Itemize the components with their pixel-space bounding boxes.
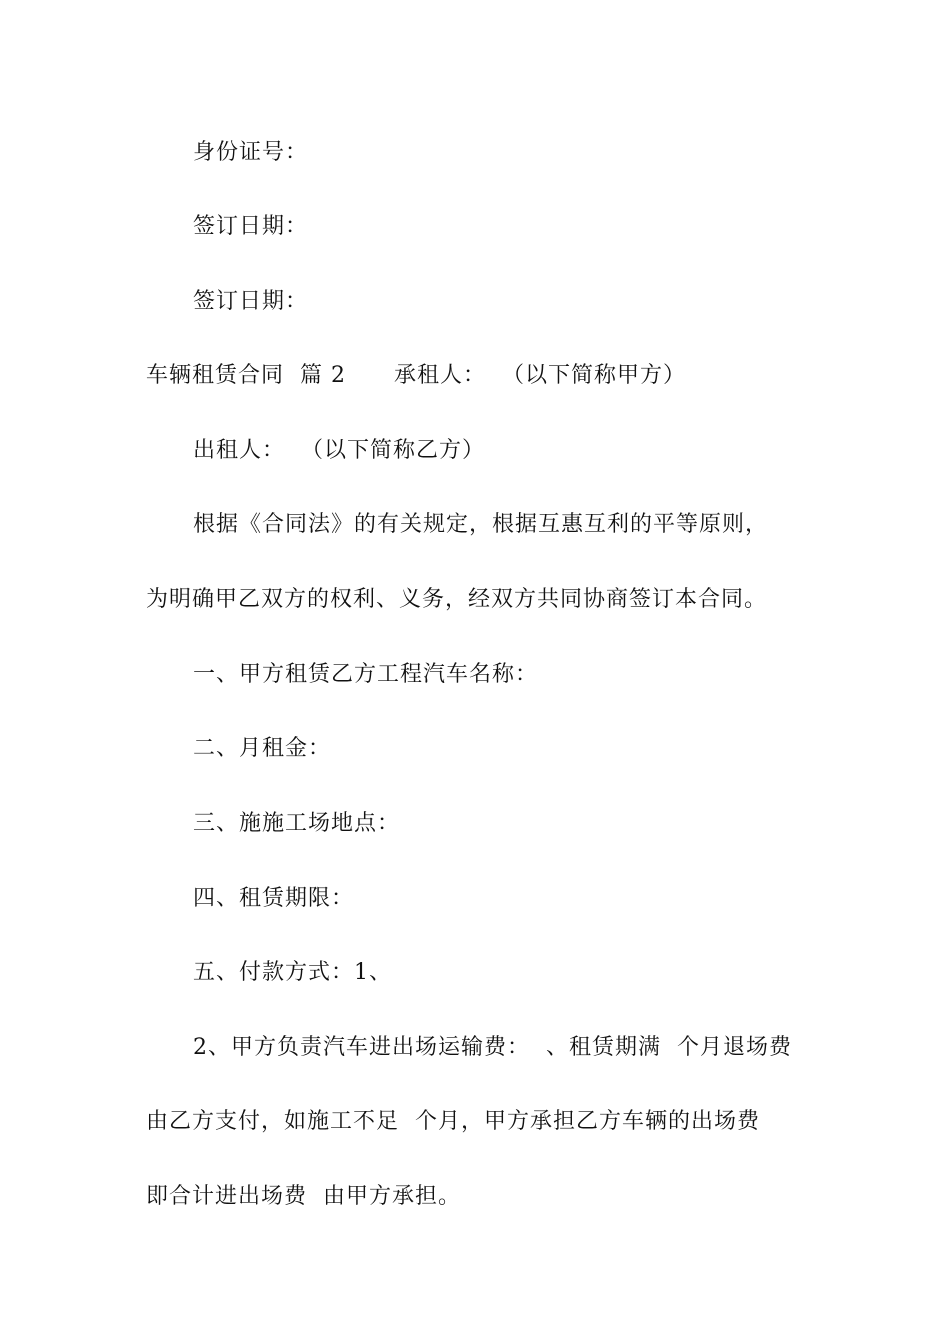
lessee-label: 承租人： （以下简称甲方） bbox=[393, 363, 686, 388]
sign-date-label-1: 签订日期： bbox=[193, 214, 309, 239]
intro-paragraph-line-2: 为明确甲乙双方的权利、义务，经双方共同协商签订本合同。 bbox=[146, 587, 768, 612]
id-number-label: 身份证号： bbox=[193, 140, 309, 165]
payment-paragraph-line-1: 2、甲方负责汽车进出场运输费： 、租赁期满 个月退场费 bbox=[193, 1035, 792, 1060]
clause-2: 二、月租金： bbox=[193, 736, 332, 761]
payment-paragraph-line-3: 即合计进出场费 由甲方承担。 bbox=[146, 1184, 461, 1209]
clause-5: 五、付款方式：1、 bbox=[193, 960, 392, 985]
lessor-label: 出租人： （以下简称乙方） bbox=[193, 438, 485, 463]
sign-date-label-2: 签订日期： bbox=[193, 289, 309, 314]
clause-3: 三、施施工场地点： bbox=[193, 811, 401, 836]
payment-paragraph-line-2: 由乙方支付，如施工不足 个月，甲方承担乙方车辆的出场费 bbox=[146, 1109, 760, 1134]
clause-4: 四、租赁期限： bbox=[193, 886, 355, 911]
contract-heading-line bbox=[146, 361, 686, 391]
contract-title: 车辆租赁合同 篇 2 bbox=[146, 363, 346, 388]
intro-paragraph-line-1: 根据《合同法》的有关规定，根据互惠互利的平等原则， bbox=[193, 512, 769, 537]
clause-1: 一、甲方租赁乙方工程汽车名称： bbox=[193, 662, 539, 687]
